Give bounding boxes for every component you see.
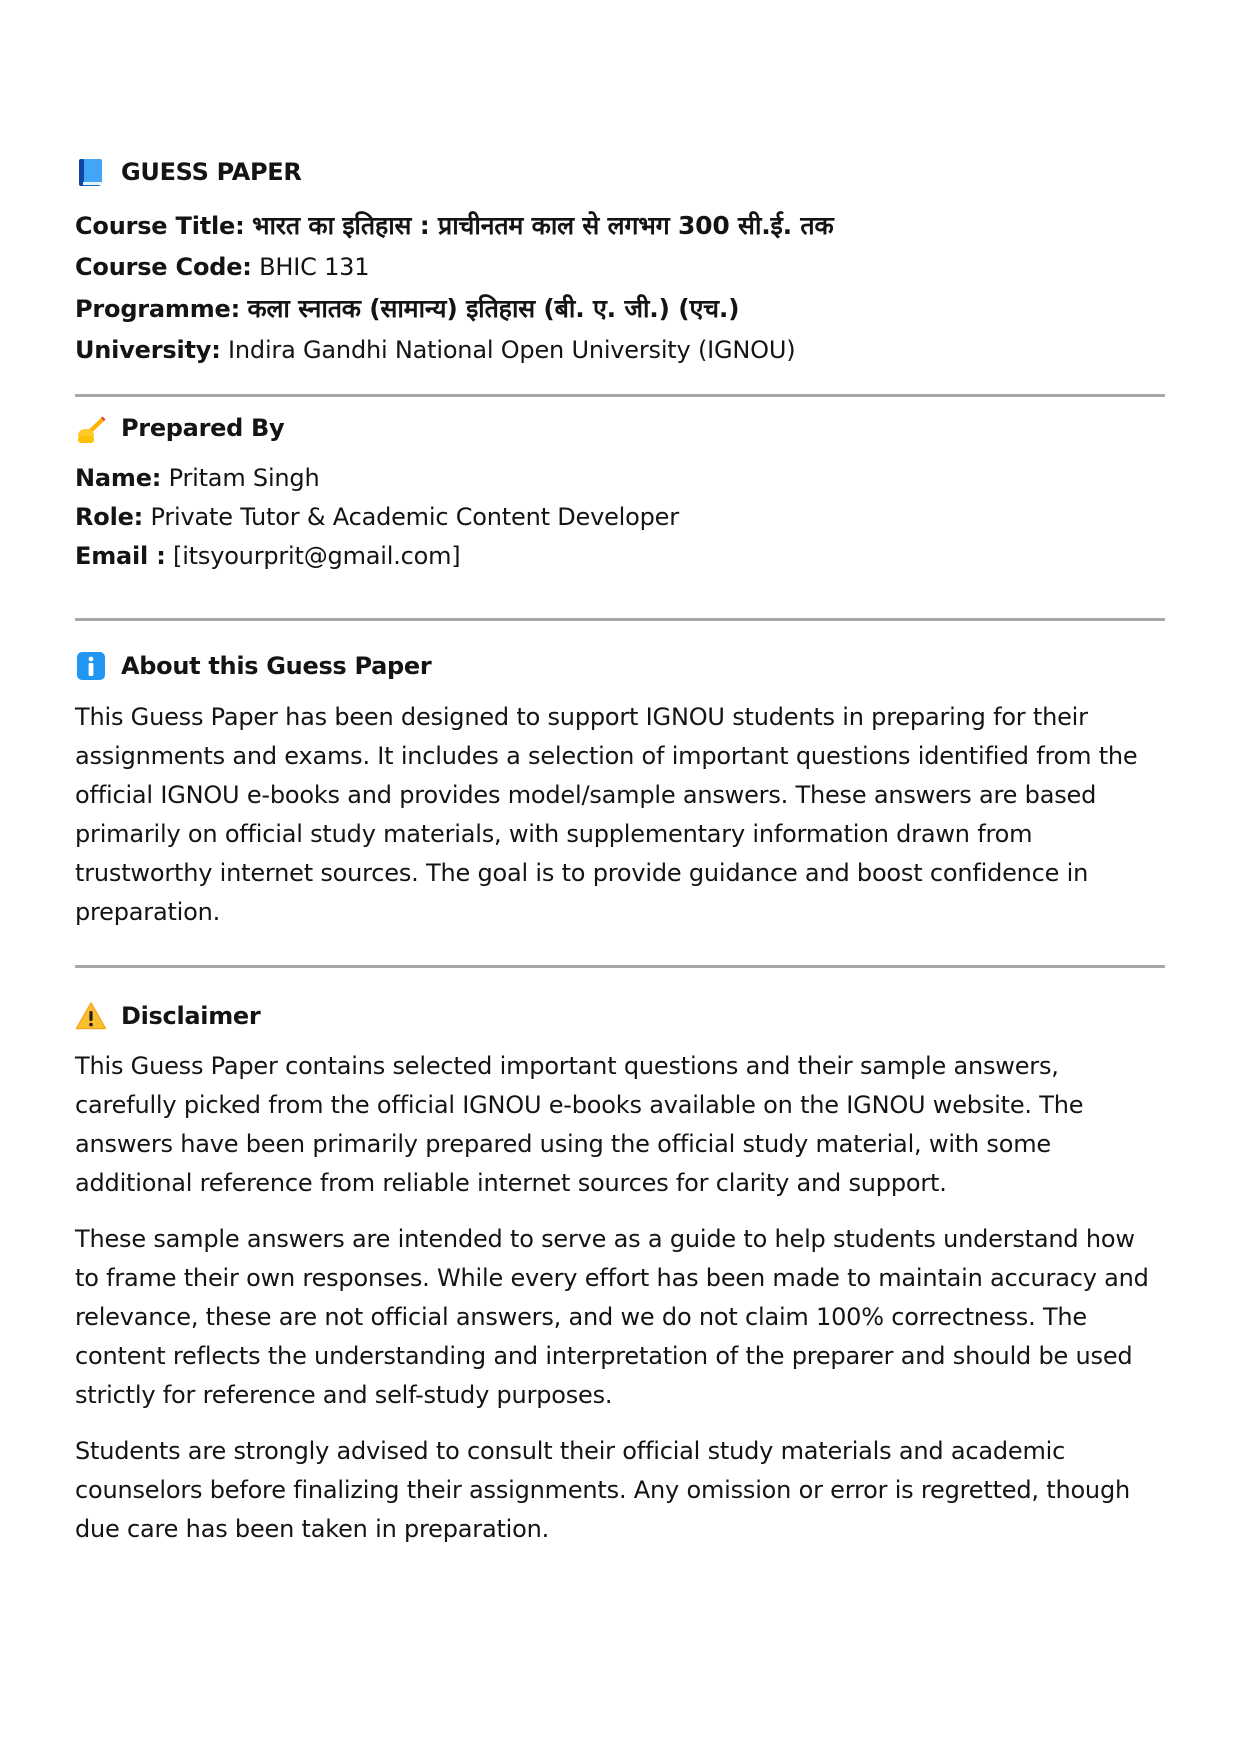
role-row [75,498,1165,537]
disclaimer-paragraph: These sample answers are intended to serve as a guide to help students understand how to frame their own responses. While every effort has been made to maintain accuracy and relevance, these are not official answers, and we do not claim 100% correctness. The content reflects the understanding and interpretation of the preparer and should be used strictly for reference and self-study purposes. [75,1225,1149,1409]
email-label: Email : [75,542,166,570]
course-code-row [75,248,1165,287]
divider [75,618,1165,621]
name-label: Name: [75,464,162,492]
warning-icon [75,1000,107,1032]
prepared-by-heading [75,411,1165,445]
university-value: Indira Gandhi National Open University (IGNOU) [228,336,796,364]
name-row [75,459,1165,498]
course-info [75,204,1165,370]
course-code-label: Course Code: [75,253,252,281]
about-heading [75,649,1165,683]
writing-hand-icon [75,412,107,444]
name-value: Pritam Singh [168,464,320,492]
programme-label: Programme: [75,295,241,323]
information-icon [75,650,107,682]
programme-row [75,287,1165,331]
guess-paper-heading [75,155,1165,189]
university-row [75,331,1165,370]
about-paragraph: This Guess Paper has been designed to support IGNOU students in preparing for their assignments and exams. It includes a selection of important questions identified from the official IGNOU e-books and provides model/sample answers. These answers are based primarily on official study materials, with supplementary information drawn from trustworthy internet sources. The goal is to provide guidance and boost confidence in preparation. [75,703,1138,926]
disclaimer-paragraph: Students are strongly advised to consult their official study materials and academic counselors before finalizing their assignments. Any omission or error is regretted, though due care has been taken in preparation. [75,1437,1130,1543]
divider [75,394,1165,397]
disclaimer-paragraph: This Guess Paper contains selected important questions and their sample answers, carefully picked from the official IGNOU e-books available on the IGNOU website. The answers have been primarily prepared using the official study material, with some additional reference from reliable internet sources for clarity and support. [75,1052,1084,1197]
disclaimer-heading [75,999,1165,1033]
blue-book-icon [75,156,107,188]
programme-value: कला स्नातक (सामान्य) इतिहास (बी. ए. जी.) (एच.) [247,294,740,323]
course-title-label: Course Title: [75,212,245,240]
university-label: University: [75,336,221,364]
email-value: [itsyourprit@gmail.com] [173,542,461,570]
role-label: Role: [75,503,144,531]
course-title-row [75,204,1165,248]
email-row [75,537,1165,576]
divider [75,965,1165,968]
guess-paper-heading-text: GUESS PAPER [121,158,302,186]
preparer-info [75,459,1165,576]
prepared-by-heading-text: Prepared By [121,414,285,442]
about-heading-text: About this Guess Paper [121,652,432,680]
course-title-value: भारत का इतिहास : प्राचीनतम काल से लगभग 300 सी.ई. तक [251,211,834,240]
role-value: Private Tutor & Academic Content Developer [150,503,679,531]
disclaimer-heading-text: Disclaimer [121,1002,261,1030]
course-code-value: BHIC 131 [259,253,370,281]
disclaimer-body [75,1047,1165,1549]
